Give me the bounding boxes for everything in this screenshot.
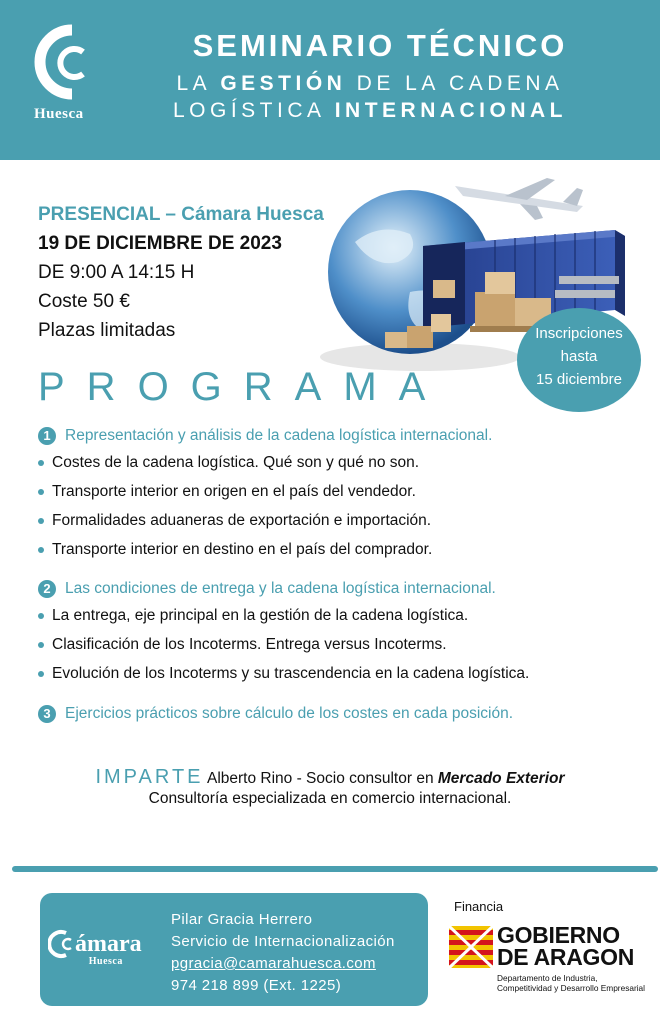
list-item: Formalidades aduaneras de exportación e importación. [38, 506, 648, 535]
header-banner [0, 0, 660, 160]
list-item: Transporte interior en destino en el país del comprador. [38, 535, 648, 564]
number-2-icon: 2 [38, 580, 56, 598]
contact-details [171, 909, 395, 997]
seminar-title: SEMINARIO TÉCNICO [192, 28, 568, 63]
number-1-icon: 1 [38, 427, 56, 445]
event-date: 19 DE DICIEMBRE DE 2023 [38, 233, 282, 254]
contact-card [40, 893, 428, 1006]
logo-text: Huesca [34, 106, 84, 122]
bullet-icon [38, 642, 44, 648]
program-section-2 [38, 577, 648, 688]
list-item: Clasificación de los Incoterms. Entrega versus Incoterms. [38, 630, 648, 659]
event-mode: PRESENCIAL – Cámara Huesca [38, 204, 324, 225]
registration-deadline-badge: Inscripciones hasta 15 diciembre [517, 308, 641, 412]
event-seats: Plazas limitadas [38, 320, 176, 341]
event-time: DE 9:00 A 14:15 H [38, 262, 195, 283]
speaker-line: IMPARTE Alberto Rino - Socio consultor en Mercado Exterior [95, 766, 565, 788]
section-title: Las condiciones de entrega y la cadena logística internacional. [65, 580, 496, 597]
program-section-3 [38, 702, 648, 726]
imparte-label: IMPARTE [95, 766, 204, 788]
contact-email-link[interactable]: pgracia@camarahuesca.com [171, 955, 376, 972]
camara-huesca-logo [24, 22, 104, 132]
bullet-icon [38, 518, 44, 524]
contact-phone: 974 218 899 (Ext. 1225) [171, 977, 342, 994]
bullet-icon [38, 460, 44, 466]
bullet-icon [38, 613, 44, 619]
funding-label: Financia [454, 899, 504, 914]
program-section-1 [38, 424, 648, 564]
contact-name: Pilar Gracia Herrero [171, 911, 313, 928]
number-3-icon: 3 [38, 705, 56, 723]
list-item: Evolución de los Incoterms y su trascendencia en la cadena logística. [38, 659, 648, 688]
camara-logo: ámara Huesca [48, 929, 142, 967]
event-cost: Coste 50 € [38, 291, 130, 312]
bullet-icon [38, 547, 44, 553]
seminar-subtitle-line1: LA GESTIÓN DE LA CADENA [176, 72, 564, 95]
camara-logo-icon [28, 22, 94, 102]
bullet-icon [38, 671, 44, 677]
programa-heading: PROGRAMA [38, 365, 448, 409]
airplane-icon [455, 178, 583, 220]
seminar-subtitle-line2: LOGÍSTICA INTERNACIONAL [172, 99, 568, 122]
divider [12, 866, 658, 872]
gobierno-aragon-logo: GOBIERNO DE ARAGON Departamento de Industria, Competitividad y Desarrollo Empresarial [449, 926, 649, 996]
list-item: Costes de la cadena logística. Qué son y qué no son. [38, 448, 648, 477]
camara-c-icon [48, 929, 74, 959]
company-name: Mercado Exterior [437, 770, 565, 787]
section-title: Representación y análisis de la cadena logística internacional. [65, 427, 493, 444]
section-title: Ejercicios prácticos sobre cálculo de los costes en cada posición. [65, 705, 514, 722]
event-info [38, 200, 324, 345]
list-item: La entrega, eje principal en la gestión de la cadena logística. [38, 601, 648, 630]
list-item: Transporte interior en origen en el país del vendedor. [38, 477, 648, 506]
aragon-flag-icon [449, 926, 493, 968]
speaker-description: Consultoría especializada en comercio internacional. [148, 790, 512, 807]
contact-service: Servicio de Internacionalización [171, 933, 395, 950]
bullet-icon [38, 489, 44, 495]
